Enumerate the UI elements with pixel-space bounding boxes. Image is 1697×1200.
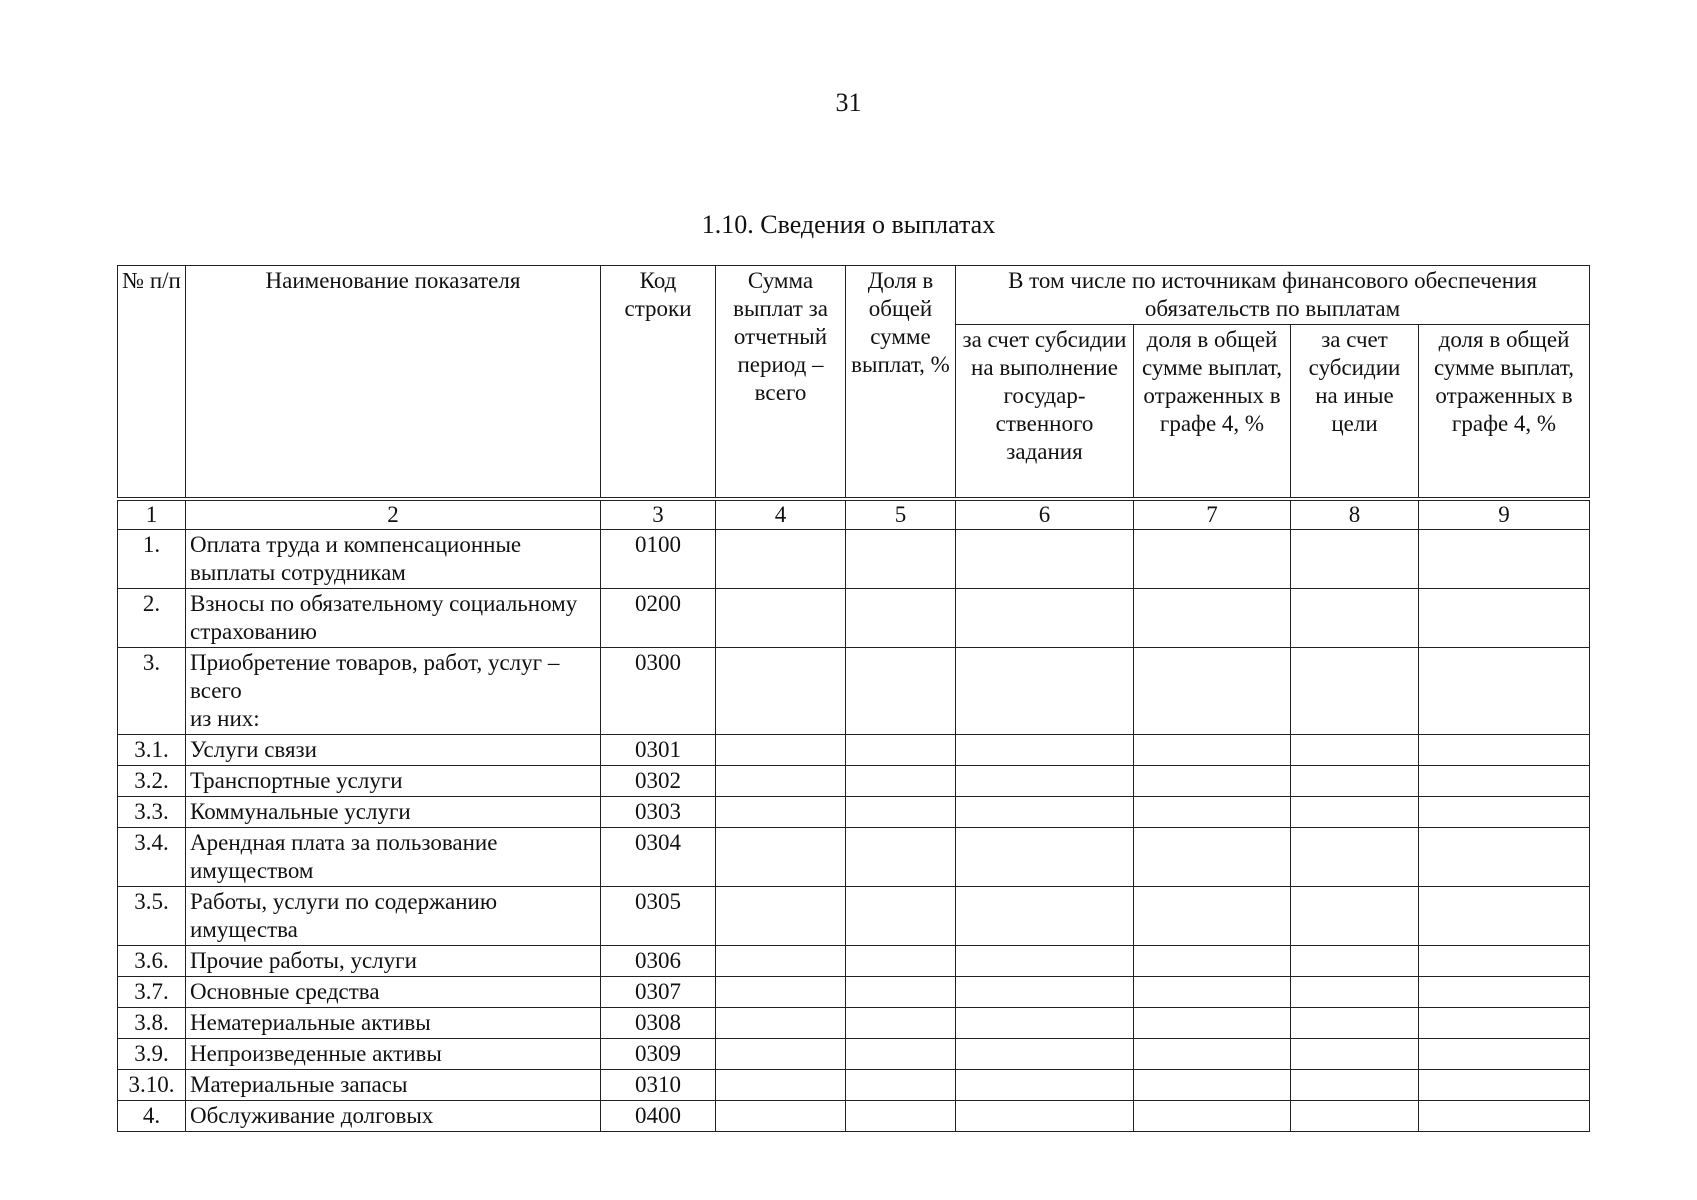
empty-cell [846,1069,956,1100]
table-row [118,1069,1590,1100]
row-number: 2. [118,588,186,647]
row-indicator-name-line: Работы, услуги по содержанию имущества [190,888,497,942]
empty-cell [1419,796,1590,827]
empty-cell [716,827,846,886]
row-code: 0400 [601,1100,716,1131]
empty-cell [1134,945,1291,976]
row-code: 0310 [601,1069,716,1100]
empty-cell [846,1038,956,1069]
row-indicator-name [186,529,601,588]
header-sources-group: В том числе по источникам финансового обеспечения обязательств по выплатам [956,266,1590,325]
empty-cell [846,827,956,886]
row-code: 0301 [601,734,716,765]
empty-cell [1291,647,1419,734]
empty-cell [1419,1038,1590,1069]
row-code: 0200 [601,588,716,647]
table-row [118,1100,1590,1131]
empty-cell [1134,827,1291,886]
empty-cell [1419,945,1590,976]
page-number: 31 [835,88,862,117]
table-row [118,976,1590,1007]
empty-cell [1134,796,1291,827]
row-number: 3.1. [118,734,186,765]
empty-cell [716,1069,846,1100]
row-code: 0300 [601,647,716,734]
row-indicator-name-line: Обслуживание долговых [190,1102,434,1128]
header-share: Доля в общей сумме выплат, % [846,266,956,499]
header-other-subsidy: за счет субсидии на иные цели [1291,325,1419,499]
row-code: 0302 [601,765,716,796]
row-indicator-name [186,1100,601,1131]
empty-cell [846,1100,956,1131]
row-number: 3.6. [118,945,186,976]
empty-cell [846,976,956,1007]
empty-cell [1291,765,1419,796]
table-row [118,796,1590,827]
empty-cell [716,1007,846,1038]
row-indicator-name-line: Услуги связи [190,736,317,762]
row-indicator-name-line: Основные средства [190,978,380,1004]
column-number: 8 [1291,499,1419,530]
empty-cell [1134,647,1291,734]
table-row [118,1038,1590,1069]
column-number: 9 [1419,499,1590,530]
row-number: 3. [118,647,186,734]
header-other-share: доля в общей сумме выплат, отраженных в графе 4, % [1419,325,1590,499]
empty-cell [716,945,846,976]
row-number: 4. [118,1100,186,1131]
row-number: 3.4. [118,827,186,886]
empty-cell [1134,1100,1291,1131]
table-row [118,886,1590,945]
empty-cell [956,734,1134,765]
table-row [118,765,1590,796]
empty-cell [956,588,1134,647]
table-row [118,734,1590,765]
empty-cell [1134,1007,1291,1038]
row-indicator-name [186,796,601,827]
empty-cell [716,529,846,588]
empty-cell [956,1038,1134,1069]
row-code: 0304 [601,827,716,886]
empty-cell [1291,976,1419,1007]
empty-cell [1291,529,1419,588]
row-indicator-name-line: Материальные запасы [190,1071,408,1097]
empty-cell [956,796,1134,827]
empty-cell [956,945,1134,976]
empty-cell [716,976,846,1007]
empty-cell [1291,945,1419,976]
table-row [118,945,1590,976]
row-number: 3.2. [118,765,186,796]
empty-cell [716,588,846,647]
empty-cell [1134,765,1291,796]
empty-cell [846,647,956,734]
table-row [118,647,1590,734]
row-indicator-name [186,588,601,647]
column-number: 7 [1134,499,1291,530]
empty-cell [1419,588,1590,647]
empty-cell [1134,529,1291,588]
row-indicator-name-line: Непроизведенные активы [190,1040,442,1066]
row-indicator-name-line: Нематериальные активы [190,1009,431,1035]
row-indicator-name-line: Оплата труда и компенсационные выплаты сотрудникам [190,531,522,585]
empty-cell [956,886,1134,945]
row-indicator-name [186,734,601,765]
row-indicator-name [186,827,601,886]
row-code: 0100 [601,529,716,588]
table-row [118,529,1590,588]
row-indicator-name [186,945,601,976]
row-number: 1. [118,529,186,588]
row-indicator-name-line: Арендная плата за пользование имуществом [190,829,498,883]
empty-cell [956,765,1134,796]
empty-cell [956,529,1134,588]
empty-cell [1134,1038,1291,1069]
empty-cell [1419,529,1590,588]
row-number: 3.5. [118,886,186,945]
table-row [118,1007,1590,1038]
empty-cell [1291,1038,1419,1069]
empty-cell [846,588,956,647]
empty-cell [1419,976,1590,1007]
empty-cell [1419,734,1590,765]
empty-cell [1419,765,1590,796]
table-row [118,588,1590,647]
empty-cell [716,796,846,827]
empty-cell [716,734,846,765]
header-state-task-share: доля в общей сумме выплат, отраженных в графе 4, % [1134,325,1291,499]
row-number: 3.7. [118,976,186,1007]
payments-table [117,265,1590,1132]
row-number: 3.3. [118,796,186,827]
row-indicator-name-line: из них: [190,705,260,731]
empty-cell [956,1007,1134,1038]
empty-cell [956,1069,1134,1100]
row-code: 0303 [601,796,716,827]
empty-cell [956,976,1134,1007]
empty-cell [846,945,956,976]
empty-cell [716,1100,846,1131]
empty-cell [1134,976,1291,1007]
column-number: 1 [118,499,186,530]
row-indicator-name-line: Взносы по обязательному социальному страхованию [190,590,578,644]
empty-cell [1291,588,1419,647]
header-num: № п/п [118,266,186,499]
row-indicator-name [186,647,601,734]
empty-cell [1419,1007,1590,1038]
empty-cell [716,647,846,734]
row-indicator-name-line: Приобретение товаров, работ, услуг – всего [190,649,560,703]
header-state-task-subsidy: за счет субсидии на выполнение государ-ственного задания [956,325,1134,499]
empty-cell [1419,647,1590,734]
empty-cell [1134,1069,1291,1100]
table-row [118,827,1590,886]
empty-cell [846,1007,956,1038]
empty-cell [716,886,846,945]
empty-cell [956,647,1134,734]
column-numbers-row [118,499,1590,530]
empty-cell [1419,827,1590,886]
row-number: 3.8. [118,1007,186,1038]
column-number: 3 [601,499,716,530]
row-code: 0306 [601,945,716,976]
header-name: Наименование показателя [186,266,601,499]
row-code: 0308 [601,1007,716,1038]
empty-cell [1291,1007,1419,1038]
header-code: Код строки [601,266,716,499]
empty-cell [846,765,956,796]
empty-cell [1291,1100,1419,1131]
row-indicator-name-line: Коммунальные услуги [190,798,411,824]
section-title: 1.10. Сведения о выплатах [701,210,996,239]
column-number: 5 [846,499,956,530]
row-number: 3.10. [118,1069,186,1100]
header-total: Сумма выплат за отчетный период – всего [716,266,846,499]
empty-cell [1419,886,1590,945]
empty-cell [1134,734,1291,765]
row-indicator-name-line: Прочие работы, услуги [190,947,417,973]
empty-cell [716,1038,846,1069]
row-indicator-name [186,1069,601,1100]
empty-cell [956,1100,1134,1131]
row-indicator-name [186,976,601,1007]
column-number: 4 [716,499,846,530]
empty-cell [1291,1069,1419,1100]
row-indicator-name [186,1007,601,1038]
row-number: 3.9. [118,1038,186,1069]
row-code: 0307 [601,976,716,1007]
empty-cell [1291,827,1419,886]
empty-cell [1291,796,1419,827]
row-indicator-name-line: Транспортные услуги [190,767,403,793]
empty-cell [1134,588,1291,647]
row-code: 0305 [601,886,716,945]
row-code: 0309 [601,1038,716,1069]
row-indicator-name [186,886,601,945]
empty-cell [956,827,1134,886]
row-indicator-name [186,1038,601,1069]
column-number: 2 [186,499,601,530]
empty-cell [1419,1069,1590,1100]
empty-cell [846,734,956,765]
empty-cell [716,765,846,796]
empty-cell [846,529,956,588]
empty-cell [1134,886,1291,945]
empty-cell [846,886,956,945]
empty-cell [1419,1100,1590,1131]
column-number: 6 [956,499,1134,530]
row-indicator-name [186,765,601,796]
empty-cell [1291,734,1419,765]
empty-cell [1291,886,1419,945]
empty-cell [846,796,956,827]
